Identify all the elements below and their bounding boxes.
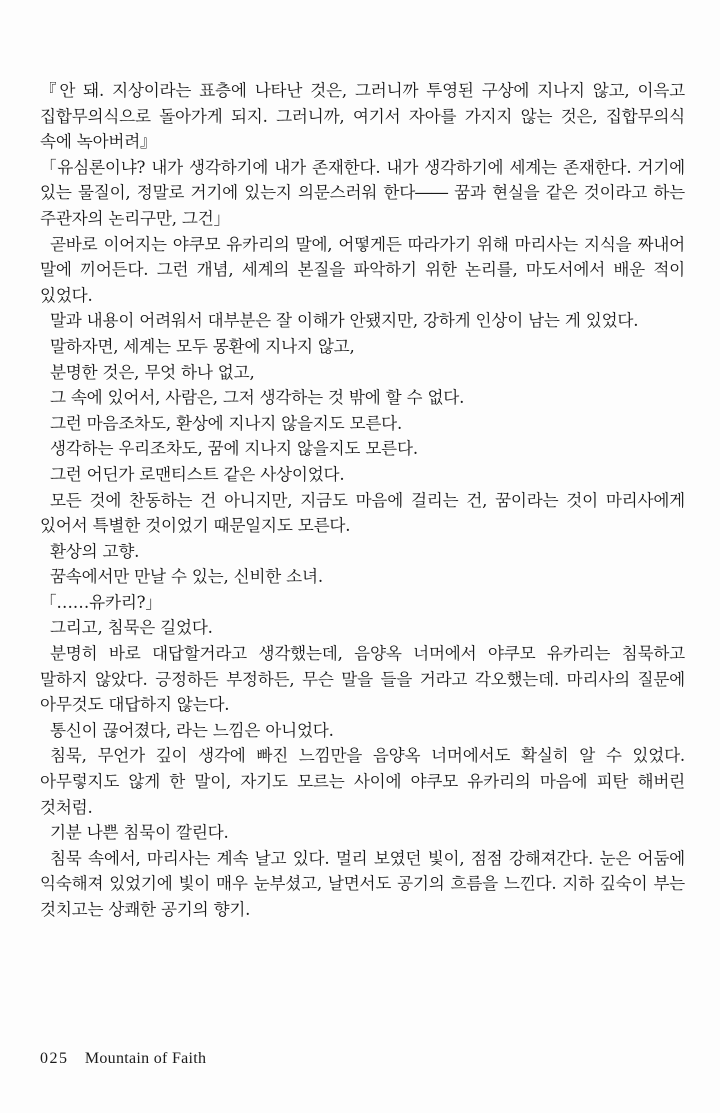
narration-paragraph: 환상의 고향. bbox=[49, 541, 140, 561]
narration-paragraph: 꿈속에서만 만날 수 있는, 신비한 소녀. bbox=[49, 567, 323, 587]
narration-paragraph: 모든 것에 찬동하는 건 아니지만, 지금도 마음에 걸리는 건, 꿈이라는 것이 마리사에게 있어서 특별한 것이었기 때문일지도 모른다. bbox=[40, 490, 685, 536]
narration-paragraph: 말과 내용이 어려워서 대부분은 잘 이해가 안됐지만, 강하게 인상이 남는 게 있었다. bbox=[49, 311, 639, 331]
narration-paragraph: 기분 나쁜 침묵이 깔린다. bbox=[49, 823, 229, 843]
narration-paragraph: 통신이 끊어졌다, 라는 느낌은 아니었다. bbox=[49, 720, 334, 740]
body-text bbox=[40, 78, 685, 923]
narration-paragraph: 그런 마음조차도, 환상에 지나지 않을지도 모른다. bbox=[49, 413, 403, 433]
narration-paragraph: 침묵 속에서, 마리사는 계속 날고 있다. 멀리 보였던 빛이, 점점 강해져간다. 눈은 어둠에 익숙해져 있었기에 빛이 매우 눈부셨고, 날면서도 공기의 흐름을 느낀다. 지하 깊숙이 부는 것치고는 상쾌한 공기의 향기. bbox=[40, 848, 685, 919]
dialogue-paragraph: 「유심론이냐? 내가 생각하기에 내가 존재한다. 내가 생각하기에 세계는 존재한다. 거기에 있는 물질이, 정말로 거기에 있는지 의문스러워 한다―― 꿈과 현실을 같은 것이라고 하는 주관자의 논리구만, 그건」 bbox=[40, 157, 685, 228]
narration-paragraph: 그리고, 침묵은 길었다. bbox=[49, 618, 213, 638]
page-number: 025 bbox=[40, 1050, 69, 1067]
narration-paragraph: 그런 어딘가 로맨티스트 같은 사상이었다. bbox=[49, 464, 345, 484]
dialogue-paragraph: 『안 돼. 지상이라는 표층에 나타난 것은, 그러니까 투영된 구상에 지나지 않고, 이윽고 집합무의식으로 돌아가게 되지. 그러니까, 여기서 자아를 가지지 않는 것은, 집합무의식 속에 녹아버려』 bbox=[40, 81, 685, 152]
narration-paragraph: 분명한 것은, 무엇 하나 없고, bbox=[49, 362, 255, 382]
narration-paragraph: 생각하는 우리조차도, 꿈에 지나지 않을지도 모른다. bbox=[49, 439, 418, 459]
book-title: Mountain of Faith bbox=[84, 1050, 207, 1067]
narration-paragraph: 침묵, 무언가 깊이 생각에 빠진 느낌만을 음양옥 너머에서도 확실히 알 수 있었다. 아무렇지도 않게 한 말이, 자기도 모르는 사이에 야쿠모 유카리의 마음에 피탄 해버린 것처럼. bbox=[40, 746, 685, 817]
page-footer bbox=[40, 1050, 206, 1068]
narration-paragraph: 곧바로 이어지는 야쿠모 유카리의 말에, 어떻게든 따라가기 위해 마리사는 지식을 짜내어 말에 끼어든다. 그런 개념, 세계의 본질을 파악하기 위한 논리를, 마도서에서 배운 적이 있었다. bbox=[40, 234, 685, 305]
narration-paragraph: 말하자면, 세계는 모두 몽환에 지나지 않고, bbox=[49, 336, 355, 356]
dialogue-paragraph: 「……유카리?」 bbox=[40, 592, 162, 612]
narration-paragraph: 그 속에 있어서, 사람은, 그저 생각하는 것 밖에 할 수 없다. bbox=[49, 388, 465, 408]
narration-paragraph: 분명히 바로 대답할거라고 생각했는데, 음양옥 너머에서 야쿠모 유카리는 침묵하고 말하지 않았다. 긍정하든 부정하든, 무슨 말을 들을 거라고 각오했는데. 마리사의 질문에 아무것도 대답하지 않는다. bbox=[40, 644, 685, 715]
